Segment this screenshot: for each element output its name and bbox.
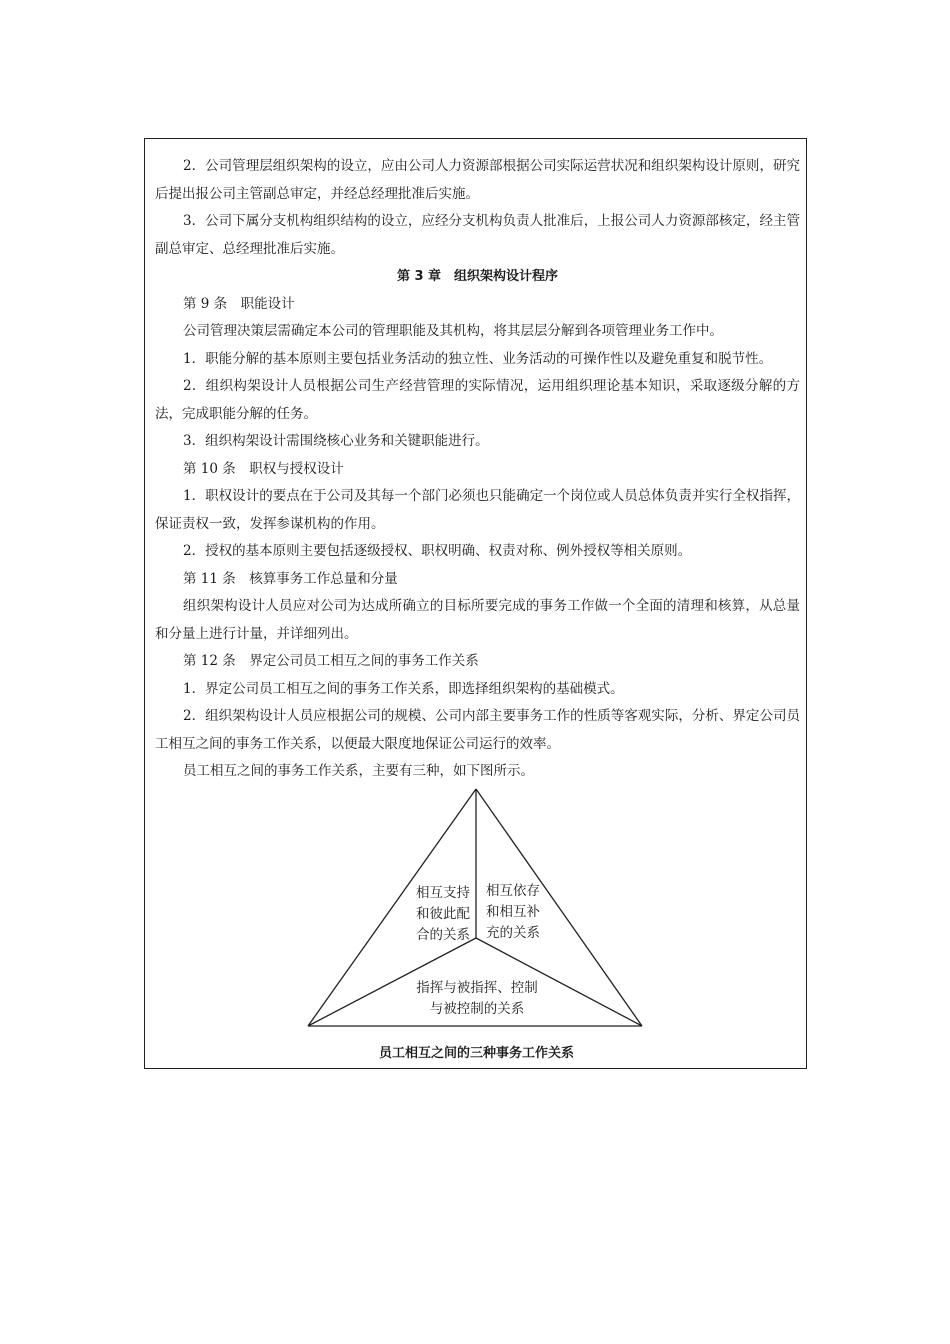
section-heading: 第 10 条 职权与授权设计	[183, 460, 344, 477]
triangle-left-edge	[308, 789, 476, 1026]
paragraph: 员工相互之间的事务工作关系，主要有三种，如下图所示。	[183, 763, 534, 779]
right-region-line: 相互依存	[486, 883, 540, 899]
document-frame	[144, 138, 807, 1069]
section-heading: 第 9 条 职能设计	[183, 295, 295, 312]
paragraph: 1．界定公司员工相互之间的事务工作关系，即选择组织架构的基础模式。	[183, 680, 624, 697]
paragraph: 3．组织构架设计需围绕核心业务和关键职能进行。	[183, 433, 489, 449]
paragraph: 1．职能分解的基本原则主要包括业务活动的独立性、业务活动的可操作性以及避免重复和脱节性。	[183, 350, 773, 367]
triangle-outline	[308, 789, 641, 1026]
paragraph: 2．组织构架设计人员根据公司生产经营管理的实际情况，运用组织理论基本知识，采取逐级分解的方法，完成职能分解的任务。	[155, 378, 800, 422]
left-region-line: 合的关系	[416, 927, 470, 943]
chapter-title: 第 3 章 组织架构设计程序	[396, 269, 559, 284]
right-region-line: 充的关系	[486, 925, 540, 941]
paragraph: 2．公司管理层组织架构的设立，应由公司人力资源部根据公司实际运营状况和组织架构设计原则，研究后提出报公司主管副总审定，并经总经理批准后实施。	[155, 158, 800, 202]
figure-caption: 员工相互之间的三种事务工作关系	[378, 1046, 574, 1061]
bottom-region-line: 与被控制的关系	[429, 1001, 525, 1017]
left-region-line: 和彼此配	[416, 906, 470, 922]
right-region-line: 和相互补	[486, 904, 540, 920]
paragraph: 1．职权设计的要点在于公司及其每一个部门必须也只能确定一个岗位或人员总体负责并实行全权指挥，保证责权一致，发挥参谋机构的作用。	[155, 488, 800, 532]
paragraph: 3．公司下属分支机构组织结构的设立，应经分支机构负责人批准后，上报公司人力资源部核定，经主管副总审定、总经理批准后实施。	[155, 213, 800, 257]
paragraph: 2．授权的基本原则主要包括逐级授权、职权明确、权责对称、例外授权等相关原则。	[183, 543, 692, 559]
paragraph: 2．组织架构设计人员应根据公司的规模、公司内部主要事务工作的性质等客观实际，分析、界定公司员工相互之间的事务工作关系，以便最大限度地保证公司运行的效率。	[155, 708, 800, 752]
section-heading: 第 12 条 界定公司员工相互之间的事务工作关系	[183, 653, 479, 669]
divider-left	[308, 938, 476, 1026]
document-body	[155, 153, 800, 786]
divider-right	[476, 938, 642, 1026]
paragraph: 公司管理决策层需确定本公司的管理职能及其机构，将其层层分解到各项管理业务工作中。	[183, 323, 723, 339]
bottom-region-line: 指挥与被指挥、控制	[416, 980, 538, 996]
paragraph: 组织架构设计人员应对公司为达成所确立的目标所要完成的事务工作做一个全面的清理和核算，从总量和分量上进行计量，并详细列出。	[155, 598, 800, 642]
left-region-line: 相互支持	[416, 885, 470, 901]
triangle-right-edge	[476, 789, 642, 1026]
section-heading: 第 11 条 核算事务工作总量和分量	[183, 570, 398, 587]
